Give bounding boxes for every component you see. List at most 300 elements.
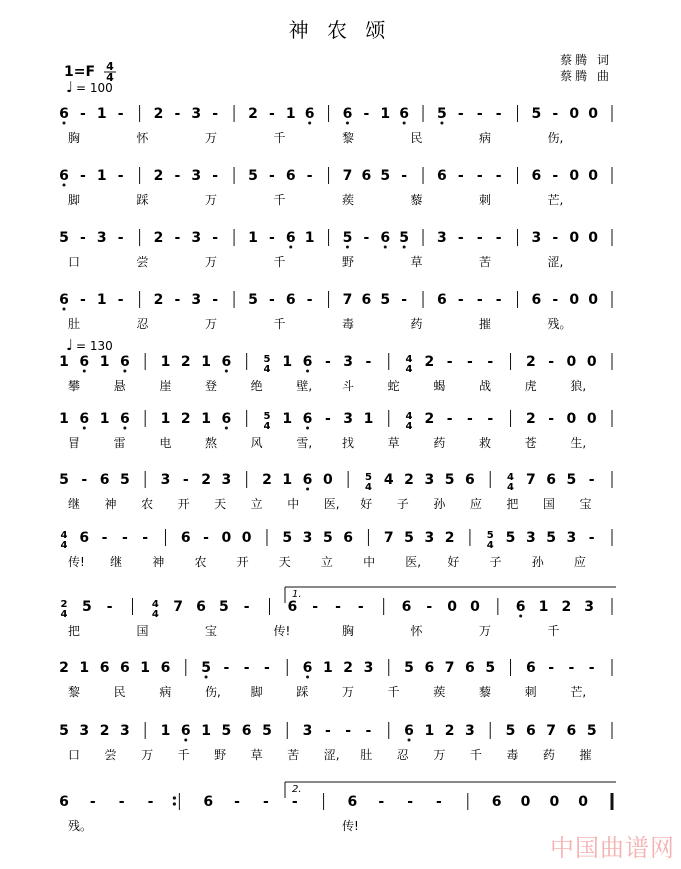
note: 5	[59, 472, 69, 488]
lyric-syllable: 生,	[570, 436, 587, 450]
lower-octave-dot	[408, 739, 411, 742]
note: 5	[322, 530, 333, 546]
lyric-syllable: 尝	[136, 255, 149, 269]
note: -	[324, 723, 331, 739]
note: 2	[153, 168, 164, 184]
watermark: 中国曲谱网	[550, 834, 675, 862]
lyric-syllable: 肚	[68, 317, 81, 331]
note: -	[401, 168, 408, 184]
note: 7	[173, 599, 184, 615]
lyric-syllable: 传!	[342, 819, 359, 833]
lyric-syllable: 登	[205, 379, 218, 393]
lyric-syllable: 脚	[250, 685, 263, 699]
lower-octave-dot	[123, 427, 126, 430]
note: -	[268, 106, 275, 122]
note: 2	[248, 106, 258, 122]
lyric-syllable: 熬	[205, 436, 218, 450]
lyric-syllable: 宝	[205, 624, 218, 638]
note: 3	[525, 530, 536, 546]
lyric-syllable: 万	[479, 624, 492, 638]
lyric-syllable: 踩	[136, 193, 149, 207]
lyric-syllable: 宝	[579, 497, 592, 511]
lyric-syllable: 蒺	[342, 193, 355, 207]
note: 0	[549, 794, 560, 810]
lyric-syllable: 伤,	[205, 685, 221, 699]
note: 3	[96, 230, 107, 246]
note: 5	[505, 723, 516, 739]
note: 6	[59, 794, 69, 810]
note: 0	[586, 411, 597, 427]
lyric-syllable: 民	[113, 685, 126, 699]
note: 6	[285, 292, 296, 308]
note: 6	[302, 411, 313, 427]
lyric-syllable: 万	[205, 131, 218, 145]
lower-octave-dot	[63, 122, 66, 125]
note: 1	[201, 411, 211, 427]
note: 6	[515, 599, 526, 615]
lyric-syllable: 天	[278, 555, 291, 569]
lyric-syllable: 残。	[68, 819, 93, 833]
lyric-syllable: 野	[214, 748, 227, 762]
note: 2	[444, 530, 455, 546]
note: 0	[221, 530, 232, 546]
note: 6	[99, 472, 110, 488]
note: 6	[465, 472, 475, 488]
note: 3	[465, 723, 475, 739]
lyric-syllable: 万	[433, 748, 446, 762]
lyric-syllable: 孙	[531, 555, 544, 569]
lyric-syllable: 黎	[342, 131, 355, 145]
note: 6	[465, 660, 475, 676]
note: -	[262, 794, 269, 810]
time-top: 4	[106, 60, 114, 73]
note: 6	[302, 354, 313, 370]
note: -	[212, 292, 219, 308]
meter-change: 4 4	[60, 530, 68, 551]
lyric-syllable: 立	[320, 555, 333, 569]
note: 6	[342, 106, 353, 122]
note: 1	[380, 106, 391, 122]
note: 3	[424, 530, 435, 546]
note: 6	[361, 292, 372, 308]
song-title: 神 农 颂	[288, 18, 392, 42]
lower-octave-dot	[519, 615, 522, 618]
lyric-syllable: 胸	[68, 131, 81, 145]
lyric-syllable: 神	[152, 555, 165, 569]
lyric-syllable: 千	[273, 255, 286, 269]
volta-number: 2.	[292, 784, 302, 795]
quarter-note-icon: ♩	[66, 78, 74, 96]
note: 1	[160, 354, 171, 370]
note: -	[467, 411, 473, 427]
note: 5	[586, 723, 597, 739]
note: 6	[285, 230, 296, 246]
note: -	[324, 354, 331, 370]
note: -	[117, 106, 124, 122]
note: -	[243, 660, 250, 676]
lyric-syllable: 神	[104, 497, 117, 511]
lyric-syllable: 涩,	[323, 748, 340, 762]
note: 6	[59, 292, 69, 308]
lyric-syllable: 苍	[524, 436, 537, 450]
note: 1	[322, 660, 333, 676]
note: -	[142, 530, 149, 546]
note: 5	[120, 472, 130, 488]
lyric-syllable: 战	[479, 379, 492, 393]
meter-change: 5 4	[364, 472, 372, 493]
note: -	[79, 292, 86, 308]
note: 2	[201, 472, 211, 488]
lower-octave-dot	[403, 122, 406, 125]
note: 0	[586, 354, 597, 370]
note: 6	[531, 292, 542, 308]
note: -	[89, 794, 96, 810]
lower-octave-dot	[346, 246, 349, 249]
note: -	[121, 530, 128, 546]
note: -	[291, 794, 298, 810]
note: 5	[380, 292, 391, 308]
note: 1	[285, 106, 296, 122]
repeat-dot	[173, 802, 176, 805]
note: -	[476, 230, 483, 246]
note: 1	[248, 230, 258, 246]
lyric-syllable: 病	[159, 685, 172, 699]
lyric-syllable: 把	[506, 497, 519, 511]
note: -	[588, 530, 595, 546]
note: 6	[221, 354, 232, 370]
note: 0	[569, 168, 580, 184]
note: -	[345, 723, 352, 739]
note: 0	[470, 599, 480, 615]
note: -	[243, 599, 250, 615]
note: 6	[203, 794, 214, 810]
note: 3	[191, 106, 202, 122]
lyric-syllable: 千	[469, 748, 482, 762]
lyric-syllable: 怀	[136, 131, 149, 145]
note: 6	[404, 723, 414, 739]
note: 1	[201, 723, 211, 739]
note: 0	[447, 599, 458, 615]
lyric-syllable: 蝎	[433, 379, 446, 393]
note: 2	[153, 230, 164, 246]
note: -	[223, 660, 230, 676]
lower-octave-dot	[83, 370, 86, 373]
note: 5	[437, 106, 447, 122]
note: -	[203, 530, 209, 546]
lyric-syllable: 应	[573, 555, 586, 569]
lyric-syllable: 千	[273, 193, 286, 207]
lower-octave-dot	[308, 122, 311, 125]
note: -	[476, 292, 483, 308]
lyric-syllable: 苦	[287, 748, 300, 762]
lower-octave-dot	[306, 370, 309, 373]
lyric-syllable: 千	[273, 317, 286, 331]
lyric-syllable: 开	[236, 555, 249, 569]
note: 5	[282, 530, 293, 546]
quarter-note-icon: ♩	[66, 336, 74, 354]
tempo-marking-2: = 130	[76, 339, 113, 353]
note: 0	[322, 472, 333, 488]
note: 1	[282, 411, 293, 427]
note: 3	[79, 723, 90, 739]
note: -	[426, 599, 433, 615]
note: 3	[424, 472, 435, 488]
lyric-syllable: 病	[479, 131, 492, 145]
lower-octave-dot	[403, 246, 406, 249]
volta-number: 1.	[292, 589, 302, 600]
note: 7	[342, 168, 353, 184]
lyric-syllable: 千	[273, 131, 286, 145]
meter-change: 4 4	[507, 472, 515, 493]
lyric-syllable: 万	[205, 255, 218, 269]
lyric-syllable: 电	[159, 436, 172, 450]
lyric-syllable: 绝	[250, 379, 263, 393]
note: 6	[196, 599, 206, 615]
lyric-syllable: 野	[342, 255, 355, 269]
lyric-syllable: 医,	[323, 497, 340, 511]
note: -	[363, 230, 370, 246]
lyric-syllable: 救	[479, 436, 492, 450]
note: 0	[569, 292, 580, 308]
lyric-syllable: 涩,	[547, 255, 564, 269]
note: 1	[282, 354, 293, 370]
note: -	[79, 168, 86, 184]
lyric-syllable: 千	[547, 624, 560, 638]
note: 0	[566, 411, 577, 427]
note: 3	[191, 230, 202, 246]
lyric-syllable: 刺	[524, 685, 537, 699]
note: -	[174, 230, 181, 246]
note: -	[552, 230, 559, 246]
note: 1	[160, 723, 171, 739]
note: 1	[96, 292, 107, 308]
lyric-syllable: 继	[68, 497, 81, 511]
note: -	[234, 794, 240, 810]
note: 3	[302, 723, 313, 739]
meter-change: 5 4	[263, 411, 271, 432]
lyric-syllable: 蛇	[387, 379, 400, 393]
note: 6	[343, 530, 354, 546]
lyric-syllable: 藜	[479, 685, 492, 699]
note: -	[81, 472, 88, 488]
note: 5	[444, 472, 455, 488]
lyric-syllable: 中	[287, 497, 300, 511]
note: -	[552, 106, 559, 122]
note: 0	[566, 354, 577, 370]
note: 5	[201, 660, 211, 676]
lyric-syllable: 孙	[433, 497, 446, 511]
note: -	[495, 106, 502, 122]
note: 3	[302, 530, 313, 546]
note: 6	[59, 168, 69, 184]
note: -	[212, 168, 219, 184]
note: 6	[99, 660, 110, 676]
note: 0	[578, 794, 589, 810]
note: 2	[444, 723, 455, 739]
note: -	[182, 472, 189, 488]
lyric-syllable: 子	[396, 497, 409, 511]
note: -	[212, 230, 219, 246]
note: -	[436, 794, 442, 810]
note: 6	[304, 106, 315, 122]
note: -	[312, 599, 319, 615]
note: 2	[180, 411, 191, 427]
lower-octave-dot	[63, 184, 66, 187]
note: -	[568, 660, 575, 676]
note: -	[552, 168, 559, 184]
note: 7	[525, 472, 536, 488]
lyric-syllable: 农	[141, 497, 154, 511]
note: 6	[302, 472, 313, 488]
note: -	[264, 660, 270, 676]
note: 3	[343, 354, 354, 370]
note: 6	[525, 723, 536, 739]
note: 1	[96, 106, 107, 122]
note: 5	[81, 599, 92, 615]
note: 3	[363, 660, 374, 676]
lyric-syllable: 风	[250, 436, 263, 450]
note: 0	[241, 530, 252, 546]
note: -	[306, 292, 313, 308]
note: 6	[160, 660, 171, 676]
meter-change: 4 4	[405, 354, 413, 375]
note: -	[117, 230, 124, 246]
note: -	[407, 794, 414, 810]
note: -	[118, 794, 125, 810]
lyric-syllable: 苦	[479, 255, 492, 269]
note: 5	[404, 660, 414, 676]
lyric-syllable: 肚	[360, 748, 373, 762]
note: -	[117, 292, 124, 308]
lower-octave-dot	[306, 427, 309, 430]
lyric-syllable: 胸	[342, 624, 355, 638]
note: -	[106, 599, 113, 615]
lyric-syllable: 应	[469, 497, 482, 511]
note: -	[174, 292, 181, 308]
note: 3	[584, 599, 595, 615]
note: 6	[401, 599, 412, 615]
note: 1	[201, 354, 211, 370]
lyric-syllable: 药	[433, 436, 446, 450]
lyric-syllable: 好	[360, 497, 373, 511]
note: -	[268, 292, 275, 308]
note: 2	[262, 472, 272, 488]
note: -	[476, 106, 483, 122]
lyric-syllable: 蒺	[433, 685, 446, 699]
score-systems	[59, 105, 616, 833]
note: 1	[99, 354, 110, 370]
note: 5	[531, 106, 542, 122]
lyric-syllable: 药	[542, 748, 555, 762]
note: 1	[79, 660, 90, 676]
note: 2	[153, 292, 164, 308]
note: 0	[588, 168, 598, 184]
lyric-syllable: 藜	[410, 193, 423, 207]
note: -	[365, 723, 372, 739]
time-bottom: 4	[106, 71, 114, 84]
note: 5	[262, 723, 272, 739]
lyric-syllable: 农	[194, 555, 207, 569]
note: 6	[287, 599, 298, 615]
note: 1	[99, 411, 110, 427]
note: 6	[525, 660, 536, 676]
lyric-syllable: 万	[205, 317, 218, 331]
note: 3	[120, 723, 130, 739]
note: 5	[248, 168, 258, 184]
lyric-syllable: 毒	[506, 748, 519, 762]
note: -	[268, 230, 275, 246]
note: 7	[383, 530, 394, 546]
note: -	[487, 354, 494, 370]
note: 2	[424, 354, 435, 370]
note: -	[467, 354, 473, 370]
note: 5	[505, 530, 516, 546]
note: 3	[191, 168, 202, 184]
lower-octave-dot	[63, 308, 66, 311]
lyric-syllable: 国	[136, 624, 149, 638]
lyric-syllable: 虎	[524, 379, 537, 393]
note: -	[378, 794, 385, 810]
note: -	[446, 354, 453, 370]
note: -	[79, 106, 86, 122]
note: 2	[59, 660, 69, 676]
note: 3	[343, 411, 354, 427]
note: 1	[538, 599, 549, 615]
tempo-marking: = 100	[76, 81, 113, 95]
lyric-syllable: 草	[250, 748, 263, 762]
note: 6	[120, 660, 130, 676]
note: 5	[342, 230, 353, 246]
note: 6	[399, 106, 410, 122]
note: -	[79, 230, 86, 246]
lyric-syllable: 口	[68, 255, 81, 269]
meter-change: 5 4	[263, 354, 271, 375]
note: 2	[180, 354, 191, 370]
composer: 蔡腾 曲	[560, 69, 612, 83]
lyric-syllable: 雪,	[296, 436, 313, 450]
lyric-syllable: 雷	[113, 436, 126, 450]
note: 3	[191, 292, 202, 308]
note: 1	[59, 354, 69, 370]
note: 6	[285, 168, 296, 184]
note: -	[457, 106, 464, 122]
lyric-syllable: 立	[250, 497, 263, 511]
lyric-syllable: 子	[489, 555, 502, 569]
note: -	[174, 106, 181, 122]
note: 2	[525, 354, 536, 370]
lyric-syllable: 壁,	[296, 379, 313, 393]
note: 5	[248, 292, 258, 308]
lyric-syllable: 悬	[113, 379, 126, 393]
note: -	[487, 411, 494, 427]
note: 6	[79, 411, 90, 427]
note: 1	[304, 230, 315, 246]
note: 1	[424, 723, 435, 739]
note: 3	[531, 230, 542, 246]
note: 5	[404, 530, 414, 546]
note: -	[552, 292, 559, 308]
note: 0	[569, 106, 580, 122]
note: 6	[120, 411, 130, 427]
repeat-dot	[173, 796, 176, 799]
note: -	[495, 292, 502, 308]
lyric-syllable: 开	[177, 497, 190, 511]
lyric-syllable: 刺	[479, 193, 492, 207]
lyric-syllable: 口	[68, 748, 81, 762]
lyric-syllable: 怀	[410, 624, 423, 638]
meter-change: 4 4	[405, 411, 413, 432]
lyric-syllable: 毒	[342, 317, 355, 331]
